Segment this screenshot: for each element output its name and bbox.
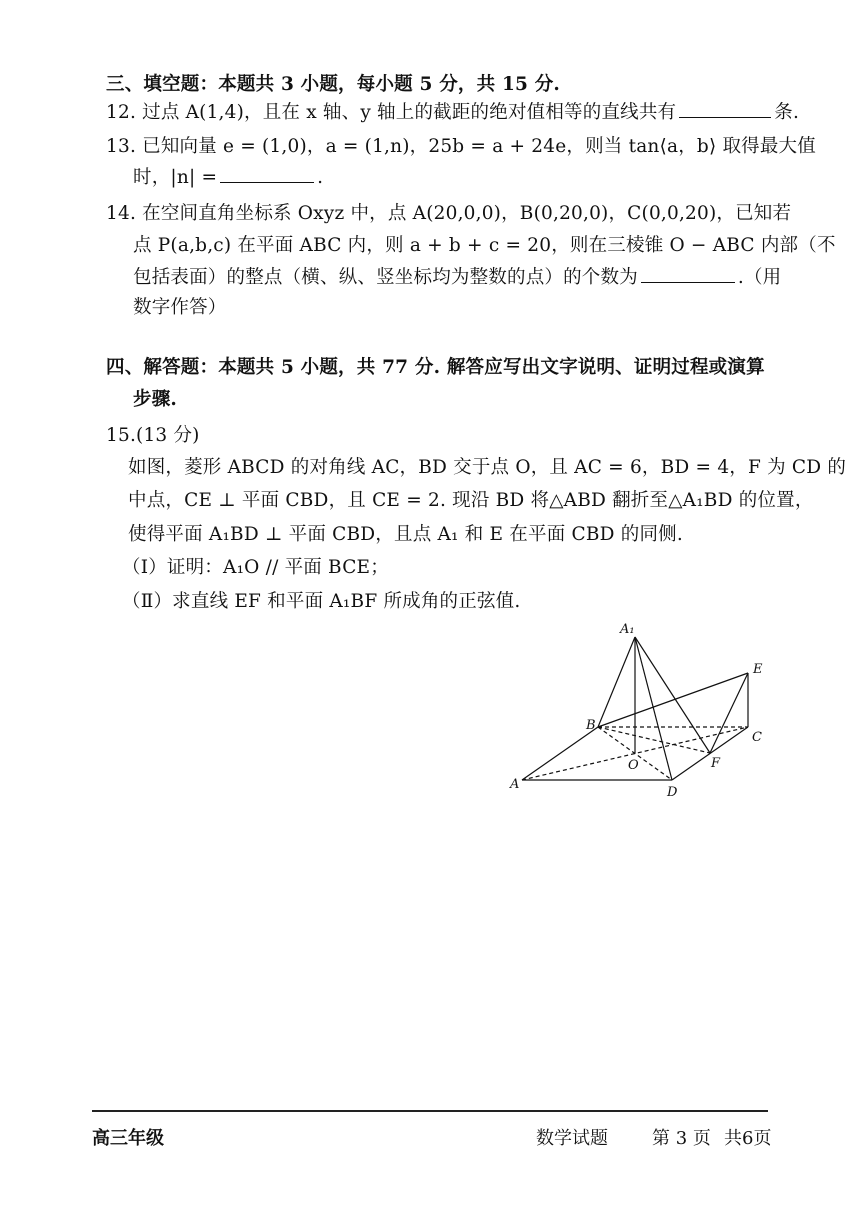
- edge-A1-D: [635, 637, 672, 780]
- question-13-text-2: 时，|n| =: [133, 167, 218, 188]
- edge-A1-F: [635, 637, 710, 753]
- question-14-line-4: 数字作答）: [133, 297, 227, 318]
- question-15-score: (13 分): [136, 425, 200, 446]
- label-C: C: [752, 730, 762, 745]
- footer-grade: 高三年级: [92, 1128, 164, 1149]
- question-14-text-1: 在空间直角坐标系 Oxyz 中，点 A(20,0,0)，B(0,20,0)，C(0,0,20)，已知若: [142, 203, 792, 224]
- question-13-tail: .: [317, 167, 324, 188]
- question-13-line-1: [106, 135, 816, 159]
- answer-blank-14: [641, 266, 735, 283]
- label-E: E: [753, 662, 763, 677]
- footer-subject: 数学试题: [536, 1128, 608, 1149]
- pyramid-figure: [500, 615, 780, 805]
- section-3-heading: 三、填空题：本题共 3 小题，每小题 5 分，共 15 分.: [106, 74, 561, 95]
- question-14-tail: .（用: [737, 267, 782, 288]
- section-4-heading: 四、解答题：本题共 5 小题，共 77 分. 解答应写出文字说明、证明过程或演算: [106, 357, 765, 378]
- label-A1: A₁: [620, 622, 635, 637]
- question-12-text: 过点 A(1,4)，且在 x 轴、y 轴上的截距的绝对值相等的直线共有: [142, 102, 677, 123]
- question-14-line-1: [106, 202, 791, 226]
- footer-rule: [92, 1110, 768, 1112]
- question-15-part-2: （Ⅱ）求直线 EF 和平面 A₁BF 所成角的正弦值.: [122, 591, 521, 612]
- question-15-line-3: 使得平面 A₁BD ⊥ 平面 CBD，且点 A₁ 和 E 在平面 CBD 的同侧.: [128, 524, 683, 545]
- label-A: A: [510, 777, 520, 792]
- label-F: F: [711, 756, 721, 771]
- label-D: D: [667, 785, 678, 800]
- label-B: B: [586, 718, 596, 733]
- edge-A-B: [522, 727, 598, 780]
- question-14-line-3: [133, 266, 781, 290]
- question-14-line-2: 点 P(a,b,c) 在平面 ABC 内，则 a + b + c = 20，则在三棱锥 O − ABC 内部（不: [133, 235, 836, 256]
- edge-B-E: [598, 673, 748, 727]
- question-13-number: 13.: [106, 136, 137, 157]
- footer-page-total: 共6页: [724, 1128, 772, 1149]
- question-15-part-1: （Ⅰ）证明：A₁O // 平面 BCE；: [122, 557, 389, 578]
- footer-page-number: 第 3 页: [652, 1128, 711, 1149]
- answer-blank-13: [220, 166, 314, 183]
- question-13-text: 已知向量 e = (1,0)，a = (1,n)，25b = a + 24e，则当 tan⟨a，b⟩ 取得最大值: [142, 136, 816, 157]
- question-12-tail: 条.: [774, 102, 800, 123]
- question-12: [106, 101, 799, 125]
- question-15-line-2: 中点，CE ⊥ 平面 CBD，且 CE = 2. 现沿 BD 将△ABD 翻折至△A₁BD 的位置，: [128, 490, 814, 511]
- question-13-line-2: [133, 166, 323, 190]
- edge-A1-B: [598, 637, 635, 727]
- question-12-number: 12.: [106, 102, 137, 123]
- question-14-number: 14.: [106, 203, 137, 224]
- question-14-text-3: 包括表面）的整点（横、纵、竖坐标均为整数的点）的个数为: [133, 267, 638, 288]
- question-15-number: 15.: [106, 425, 137, 446]
- question-15-header: [106, 424, 200, 448]
- label-O: O: [628, 758, 639, 773]
- section-4-heading-line-2: 步骤.: [133, 389, 178, 410]
- question-15-line-1: 如图，菱形 ABCD 的对角线 AC，BD 交于点 O，且 AC = 6，BD = 4，F 为 CD 的: [128, 457, 847, 478]
- edge-D-C: [672, 727, 748, 780]
- answer-blank-12: [679, 101, 771, 118]
